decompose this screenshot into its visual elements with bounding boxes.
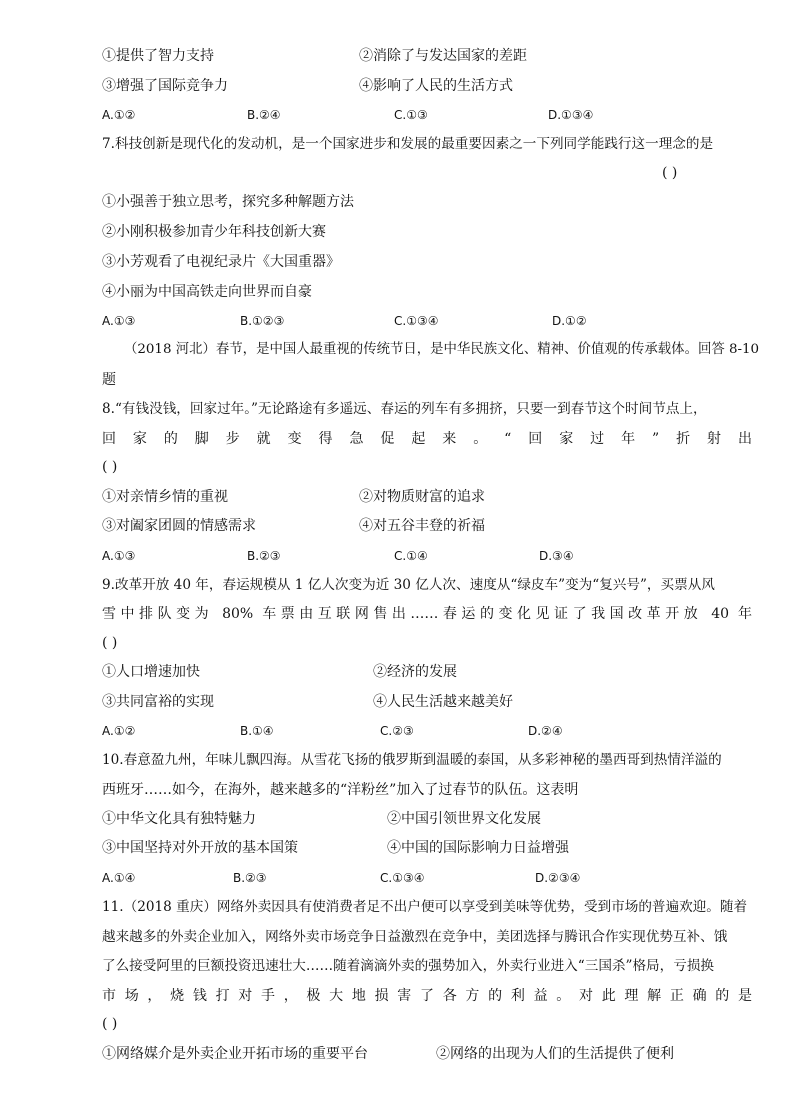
q10-option-3: ③中国坚持对外开放的基本国策 bbox=[102, 840, 298, 856]
q8-option-4: ④对五谷丰登的祈福 bbox=[359, 518, 485, 534]
q10-answer-d: D.②③④ bbox=[535, 871, 581, 885]
q9-options-row-2 bbox=[102, 691, 752, 713]
q10-answer-a: A.①④ bbox=[102, 871, 136, 885]
q6-answer-row bbox=[102, 104, 752, 126]
q6-option-3: ③增强了国际竞争力 bbox=[102, 78, 228, 94]
q6-answer-c: C.①③ bbox=[394, 108, 428, 122]
q8-option-2: ②对物质财富的追求 bbox=[359, 489, 485, 505]
section-intro-line-2: 题 bbox=[102, 372, 116, 388]
q7-answer-c: C.①③④ bbox=[394, 314, 439, 328]
q6-answer-d: D.①③④ bbox=[548, 108, 594, 122]
q10-options-row-2 bbox=[102, 837, 752, 859]
q7-answer-row bbox=[102, 310, 752, 332]
section-intro-line-1: （2018 河北）春节，是中国人最重视的传统节日，是中华民族文化、精神、价值观的传承载体。回答 8-10 bbox=[124, 342, 760, 357]
q9-options-row-1 bbox=[102, 661, 752, 683]
q11-stem-line-3: 了么接受阿里的巨额投资迅速壮大……随着滴滴外卖的强势加入，外卖行业进入“三国杀”格局，亏损换 bbox=[102, 958, 715, 974]
q8-answer-d: D.③④ bbox=[539, 549, 574, 563]
q10-answer-c: C.①③④ bbox=[380, 871, 425, 885]
q9-answer-d: D.②④ bbox=[528, 724, 563, 738]
q9-answer-bracket: ( ) bbox=[102, 635, 118, 651]
q6-options-row-2 bbox=[102, 75, 752, 97]
q9-option-3: ③共同富裕的实现 bbox=[102, 694, 214, 710]
q7-answer-d: D.①② bbox=[552, 314, 587, 328]
q8-answer-bracket: ( ) bbox=[102, 459, 118, 475]
q10-option-1: ①中华文化具有独特魅力 bbox=[102, 811, 256, 827]
q6-answer-a: A.①② bbox=[102, 108, 136, 122]
q8-option-3: ③对阖家团圆的情感需求 bbox=[102, 518, 256, 534]
q9-stem-line-2: 雪中排队变为 80% 车票由互联网售出……春运的变化见证了我国改革开放 40 年 bbox=[102, 606, 752, 622]
q7-option-3: ③小芳观看了电视纪录片《大国重器》 bbox=[102, 254, 340, 270]
q11-stem-line-2: 越来越多的外卖企业加入，网络外卖市场竞争日益激烈在竞争中，美团选择与腾讯合作实现优势互补、饿 bbox=[102, 929, 728, 945]
q7-answer-bracket: ( ) bbox=[662, 165, 678, 181]
q10-option-2: ②中国引领世界文化发展 bbox=[387, 811, 541, 827]
q8-stem-line-2: 回家的脚步就变得急促起来。“回家过年”折射出 bbox=[102, 431, 752, 447]
q11-options-row-1 bbox=[102, 1043, 752, 1065]
q10-options-row-1 bbox=[102, 808, 752, 830]
q8-option-1: ①对亲情乡情的重视 bbox=[102, 489, 228, 505]
q9-option-2: ②经济的发展 bbox=[373, 664, 457, 680]
q9-answer-row bbox=[102, 720, 752, 742]
q7-option-4: ④小丽为中国高铁走向世界而自豪 bbox=[102, 284, 312, 300]
q8-answer-row bbox=[102, 545, 752, 567]
q11-answer-bracket: ( ) bbox=[102, 1016, 118, 1032]
q8-stem-line-1: 8.“有钱没钱，回家过年。”无论路途有多遥远、春运的列车有多拥挤，只要一到春节这个时间节点上， bbox=[102, 401, 707, 417]
q10-option-4: ④中国的国际影响力日益增强 bbox=[387, 840, 569, 856]
q7-option-1: ①小强善于独立思考，探究多种解题方法 bbox=[102, 194, 354, 210]
q11-stem-line-1: 11.（2018 重庆）网络外卖因具有使消费者足不出户便可以享受到美味等优势，受到市场的普遍欢迎。随着 bbox=[102, 899, 748, 915]
q11-option-1: ①网络媒介是外卖企业开拓市场的重要平台 bbox=[102, 1046, 368, 1062]
q8-answer-a: A.①③ bbox=[102, 549, 136, 563]
q6-answer-b: B.②④ bbox=[247, 108, 281, 122]
q6-option-1: ①提供了智力支持 bbox=[102, 48, 214, 64]
q6-options-row-1 bbox=[102, 45, 752, 67]
q8-answer-c: C.①④ bbox=[394, 549, 428, 563]
q9-option-4: ④人民生活越来越美好 bbox=[373, 694, 513, 710]
q7-answer-b: B.①②③ bbox=[240, 314, 285, 328]
q9-stem-line-1: 9.改革开放 40 年，春运规模从 1 亿人次变为近 30 亿人次、速度从“绿皮车”变为“复兴号”，买票从风 bbox=[102, 577, 715, 593]
q8-answer-b: B.②③ bbox=[247, 549, 281, 563]
q10-stem-line-2: 西班牙……如今，在海外，越来越多的“洋粉丝”加入了过春节的队伍。这表明 bbox=[102, 782, 579, 798]
q9-answer-c: C.②③ bbox=[380, 724, 414, 738]
q7-bracket-row bbox=[102, 162, 752, 184]
q9-answer-b: B.①④ bbox=[240, 724, 274, 738]
q10-answer-row bbox=[102, 867, 752, 889]
q9-option-1: ①人口增速加快 bbox=[102, 664, 200, 680]
q6-option-4: ④影响了人民的生活方式 bbox=[359, 78, 513, 94]
q6-option-2: ②消除了与发达国家的差距 bbox=[359, 48, 527, 64]
q10-answer-b: B.②③ bbox=[233, 871, 267, 885]
q9-answer-a: A.①② bbox=[102, 724, 136, 738]
q7-answer-a: A.①③ bbox=[102, 314, 136, 328]
q8-options-row-2 bbox=[102, 515, 752, 537]
q10-stem-line-1: 10.春意盈九州，年味儿飘四海。从雪花飞扬的俄罗斯到温暖的泰国，从多彩神秘的墨西哥到热情洋溢的 bbox=[102, 752, 722, 768]
q7-stem: 7.科技创新是现代化的发动机，是一个国家进步和发展的最重要因素之一下列同学能践行这一理念的是 bbox=[102, 136, 714, 152]
q11-option-2: ②网络的出现为人们的生活提供了便利 bbox=[436, 1046, 674, 1062]
q11-stem-line-4: 市场，烧钱打对手，极大地损害了各方的利益。对此理解正确的是 bbox=[102, 988, 752, 1004]
q7-option-2: ②小刚积极参加青少年科技创新大赛 bbox=[102, 224, 326, 240]
q8-options-row-1 bbox=[102, 486, 752, 508]
